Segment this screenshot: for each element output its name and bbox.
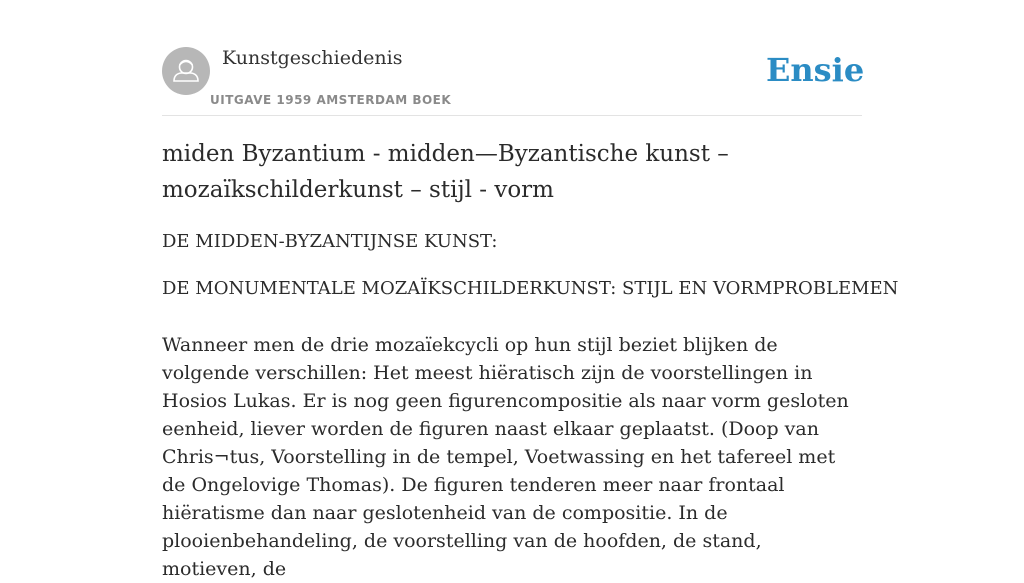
user-icon [162, 47, 210, 95]
publication-meta: UITGAVE 1959 AMSTERDAM BOEK [210, 93, 452, 107]
article-body: Wanneer men de drie mozaïekcycli op hun stijl beziet blijken de volgende verschillen: Het meest hiëratisch zijn de voorstellingen in Hosios Lukas. Er is nog geen figurencompositie als naar vorm gesloten eenheid, liever worden de figuren naast elkaar geplaatst. (Doop van Chris¬tus, Voorstelling in de tempel, Voetwassing en het tafereel met de Ongelovige Thomas). De figuren tenderen meer naar frontaal hiëratisme dan naar geslotenheid van de compositie. In de plooienbehandeling, de voorstelling van de hoofden, de stand, motieven, de [162, 334, 849, 580]
header-divider [162, 115, 862, 116]
author-avatar[interactable] [162, 47, 210, 95]
article-subheading: DE MIDDEN-BYZANTIJNSE KUNST: [162, 231, 498, 252]
ensie-logo[interactable]: Ensie [766, 51, 865, 89]
author-name[interactable]: Kunstgeschiedenis [222, 47, 403, 69]
article-subheading-2: DE MONUMENTALE MOZAÏKSCHILDERKUNST: STIJL EN VORMPROBLEMEN [162, 278, 899, 299]
article-title: miden Byzantium - midden—Byzantische kunst – mozaïkschilderkunst – stijl - vorm [162, 141, 729, 203]
